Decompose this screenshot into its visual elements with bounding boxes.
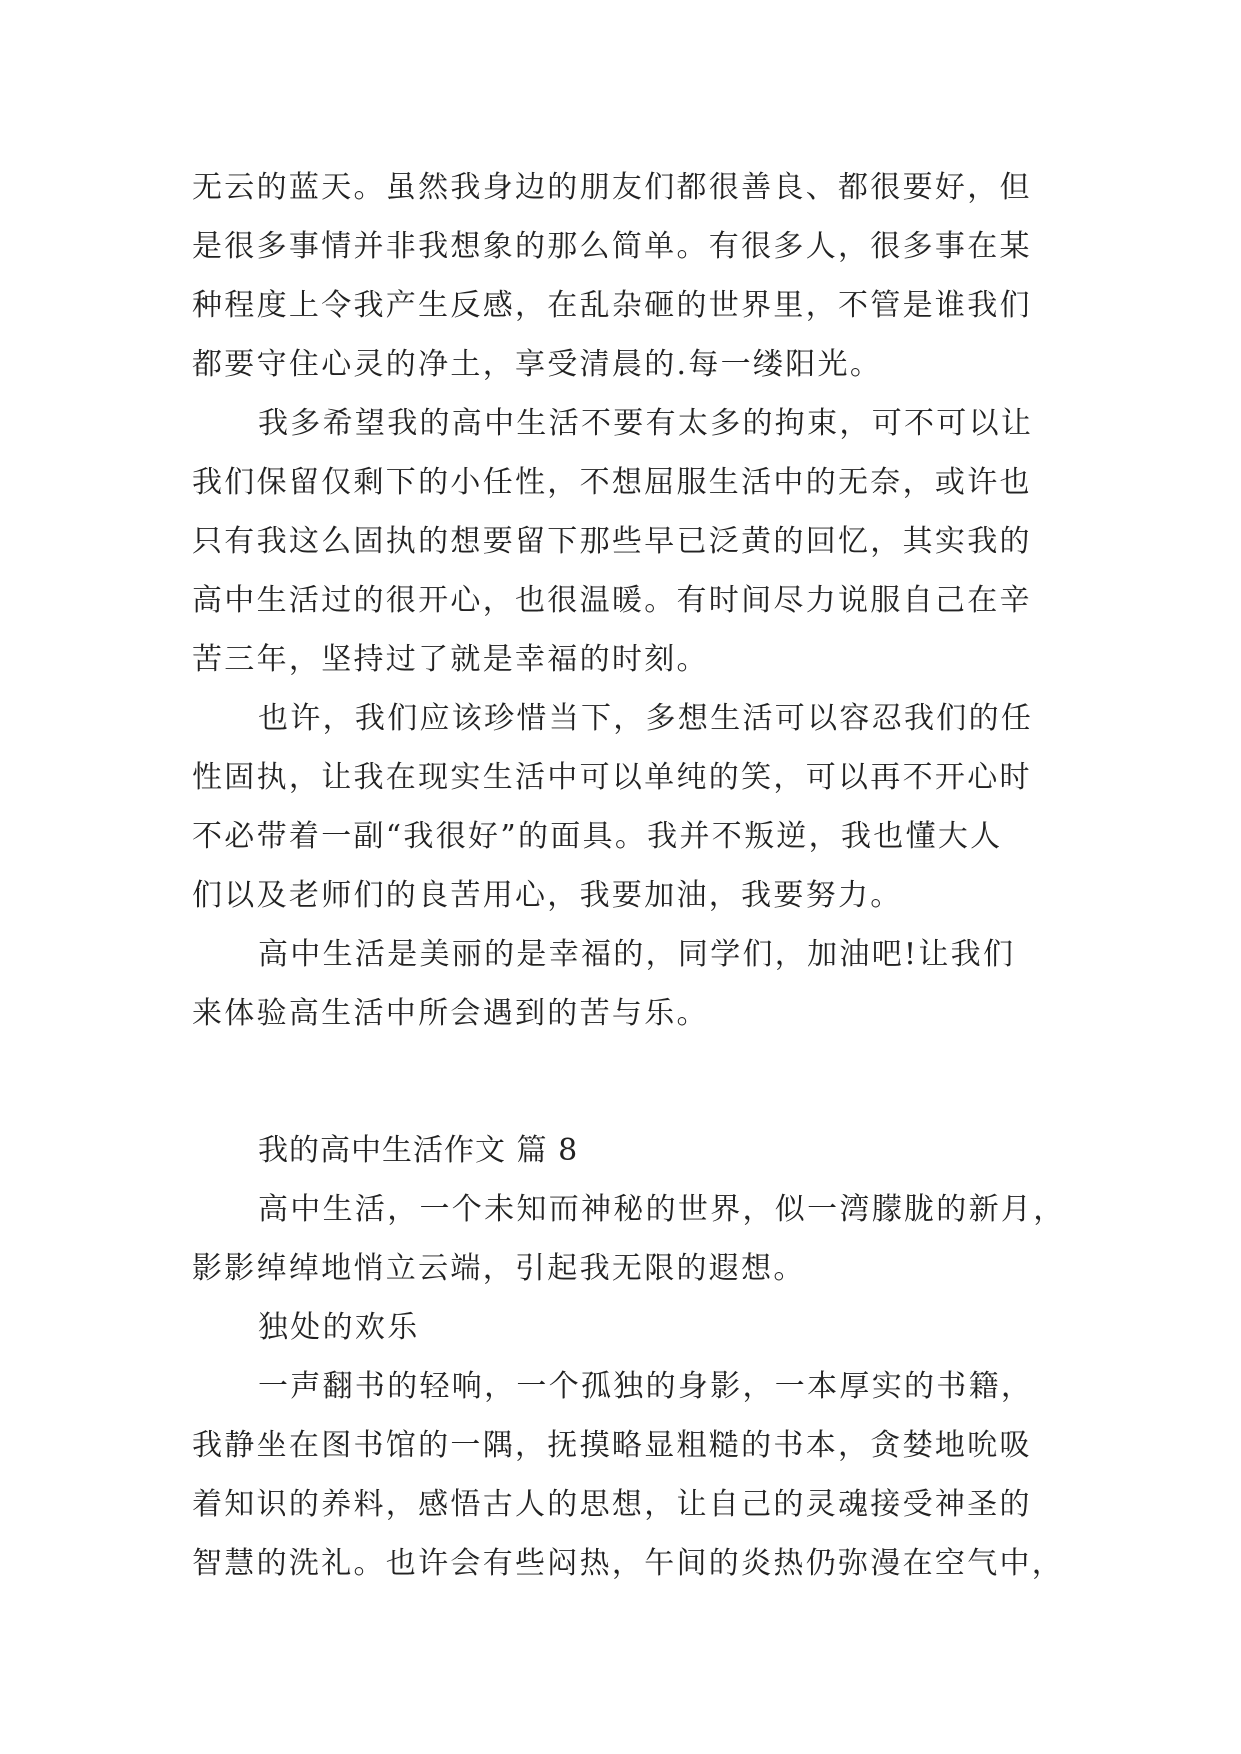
text-line: 高中生活，一个未知而神秘的世界，似一湾朦胧的新月，	[258, 1192, 1066, 1227]
paragraph	[192, 1180, 1066, 1298]
text-line: 们以及老师们的良苦用心，我要加油，我要努力。	[192, 878, 903, 913]
text-line: 高中生活是美丽的是幸福的，同学们，加油吧!让我们	[258, 937, 1016, 972]
text-line: 来体验高生活中所会遇到的苦与乐。	[192, 996, 709, 1031]
paragraph	[192, 1357, 1065, 1593]
text-line: 影影绰绰地悄立云端，引起我无限的遐想。	[192, 1251, 806, 1286]
text-line: 高中生活过的很开心，也很温暖。有时间尽力说服自己在辛	[192, 583, 1032, 618]
text-line: 着知识的养料，感悟古人的思想，让自己的灵魂接受神圣的	[192, 1487, 1032, 1522]
paragraph	[192, 158, 1052, 394]
text-line: 种程度上令我产生反感，在乱杂砸的世界里，不管是谁我们	[192, 288, 1032, 323]
text-line: 无云的蓝天。虽然我身边的朋友们都很善良、都很要好，但	[192, 170, 1032, 205]
paragraph	[192, 394, 1052, 689]
paragraph	[192, 925, 1052, 1043]
paragraph	[192, 1298, 1052, 1357]
text-line: 只有我这么固执的想要留下那些早已泛黄的回忆，其实我的	[192, 524, 1032, 559]
text-line: 都要守住心灵的净土，享受清晨的.每一缕阳光。	[192, 347, 883, 382]
text-line: 我多希望我的高中生活不要有太多的拘束，可不可以让	[258, 406, 1034, 441]
document-body	[192, 158, 1066, 1593]
paragraph	[192, 689, 1052, 925]
text-line: 也许，我们应该珍惜当下，多想生活可以容忍我们的任	[258, 701, 1034, 736]
text-line: 不必带着一副“我很好”的面具。我并不叛逆，我也懂大人	[192, 819, 1003, 854]
text-line: 苦三年，坚持过了就是幸福的时刻。	[192, 642, 709, 677]
text-line: 我们保留仅剩下的小任性，不想屈服生活中的无奈，或许也	[192, 465, 1032, 500]
text-line: 智慧的洗礼。也许会有些闷热，午间的炎热仍弥漫在空气中，	[192, 1546, 1065, 1581]
section-spacer	[192, 1043, 1052, 1121]
section-title: 我的高中生活作文 篇 8	[258, 1133, 579, 1168]
subheading: 独处的欢乐	[258, 1310, 420, 1345]
text-line: 性固执，让我在现实生活中可以单纯的笑，可以再不开心时	[192, 760, 1032, 795]
text-line: 我静坐在图书馆的一隅，抚摸略显粗糙的书本，贪婪地吮吸	[192, 1428, 1032, 1463]
text-line: 是很多事情并非我想象的那么简单。有很多人，很多事在某	[192, 229, 1032, 264]
text-line: 一声翻书的轻响，一个孤独的身影，一本厚实的书籍，	[258, 1369, 1034, 1404]
